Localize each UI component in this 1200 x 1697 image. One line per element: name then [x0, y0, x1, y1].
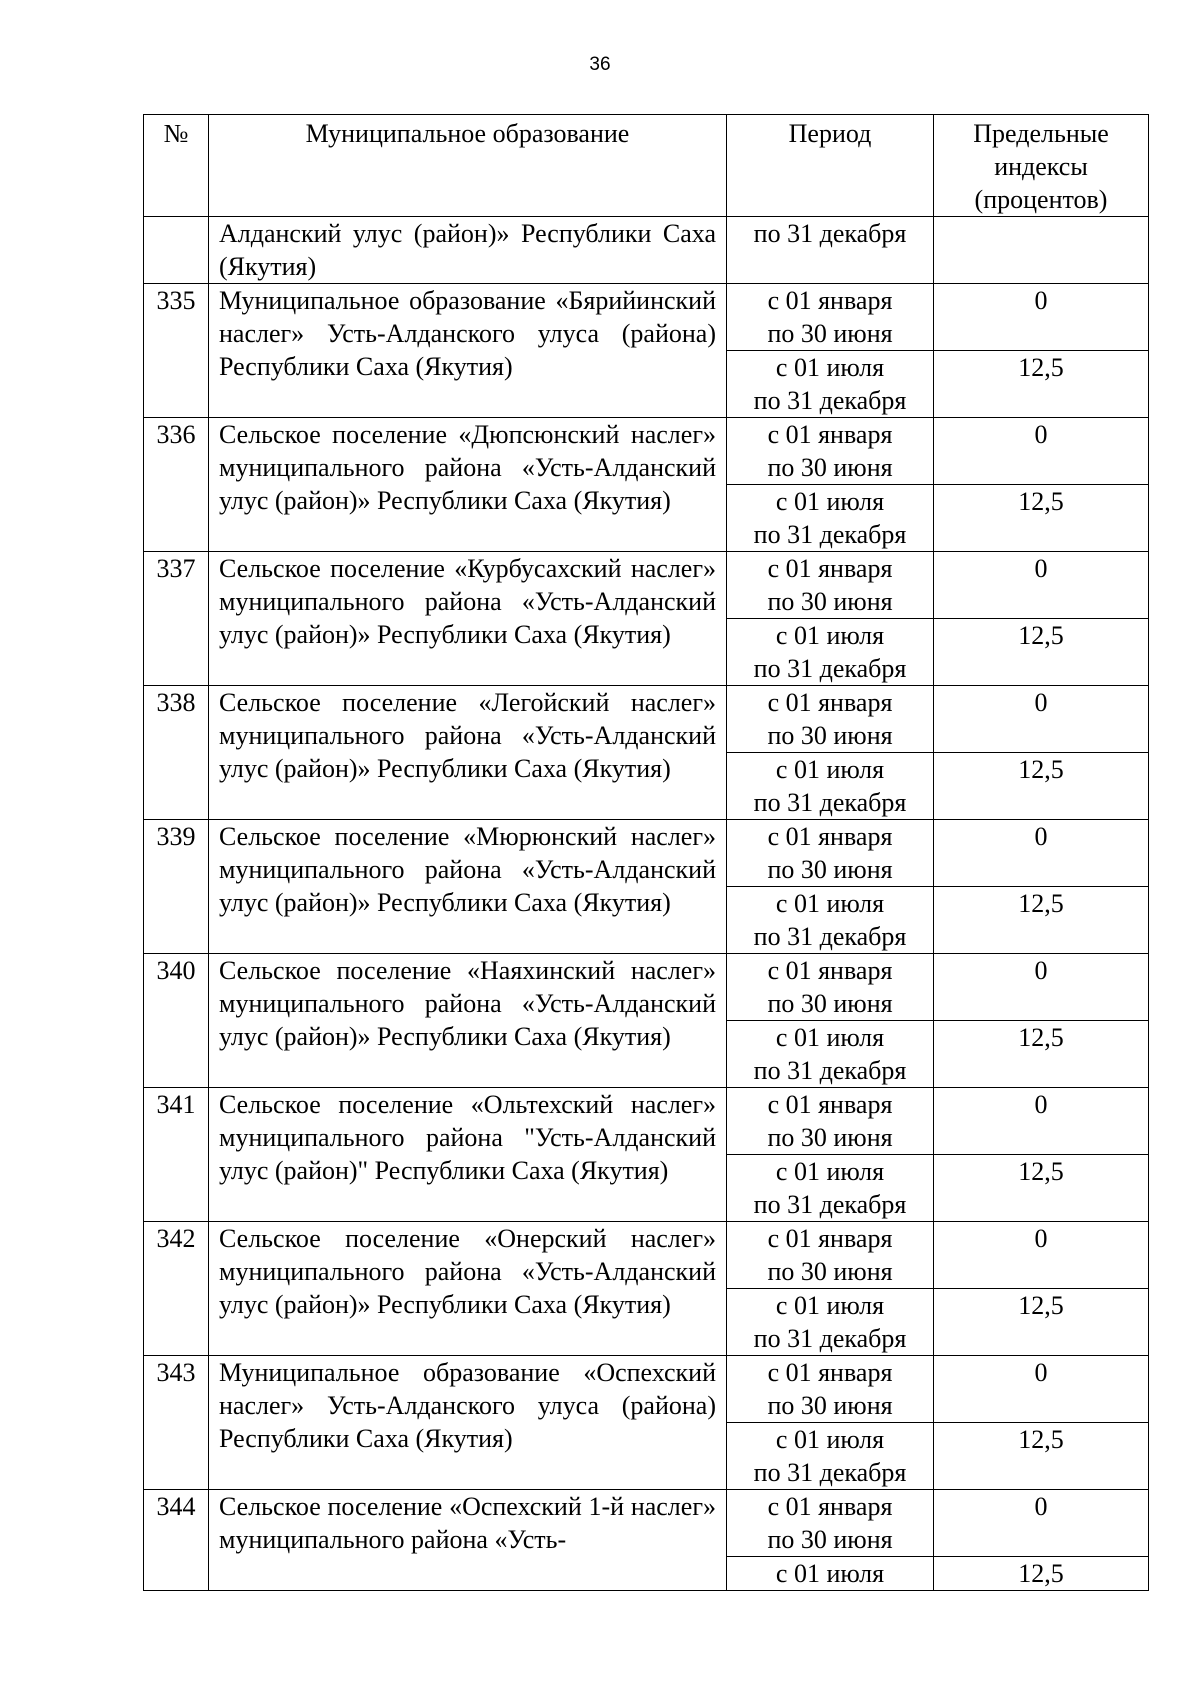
table-row	[144, 820, 1149, 887]
period-cell	[727, 1155, 934, 1222]
table-row	[144, 1490, 1149, 1557]
period-from: с 01 января	[767, 1090, 893, 1119]
indices-table	[143, 114, 1149, 1591]
index-value: 12,5	[934, 1423, 1149, 1490]
period-to: по 31 декабря	[753, 520, 907, 549]
municipality-name: Сельское поселение «Курбусахский наслег» муниципального района «Усть-Алданский улус (район)» Республики Саха (Якутия)	[209, 552, 727, 686]
period-from: с 01 июля	[775, 1559, 885, 1588]
period-from: с 01 июля	[775, 755, 885, 784]
period-from: с 01 июля	[775, 1157, 885, 1186]
period-to: по 30 июня	[767, 1123, 893, 1152]
row-number: 340	[144, 954, 209, 1088]
municipality-name: Сельское поселение «Наяхинский наслег» муниципального района «Усть-Алданский улус (район)» Республики Саха (Якутия)	[209, 954, 727, 1088]
row-number: 341	[144, 1088, 209, 1222]
period-from: с 01 июля	[775, 1023, 885, 1052]
period-to: по 31 декабря	[753, 654, 907, 683]
table-row	[144, 284, 1149, 351]
period-from: с 01 июля	[775, 1291, 885, 1320]
index-value: 0	[934, 686, 1149, 753]
municipality-name: Сельское поселение «Онерский наслег» муниципального района «Усть-Алданский улус (район)» Республики Саха (Якутия)	[209, 1222, 727, 1356]
period-cell	[727, 1423, 934, 1490]
period-to: по 31 декабря	[753, 1458, 907, 1487]
table-header-row	[144, 115, 1149, 217]
index-value: 0	[934, 954, 1149, 1021]
period-to: по 30 июня	[767, 453, 893, 482]
period-to: по 31 декабря	[753, 1190, 907, 1219]
continued-index	[934, 217, 1149, 284]
period-cell	[727, 686, 934, 753]
period-cell	[727, 1222, 934, 1289]
municipality-name: Сельское поселение «Ольтехский наслег» муниципального района "Усть-Алданский улус (район)" Республики Саха (Якутия)	[209, 1088, 727, 1222]
table-row	[144, 954, 1149, 1021]
index-value: 12,5	[934, 1155, 1149, 1222]
period-cell	[727, 351, 934, 418]
period-from: с 01 января	[767, 554, 893, 583]
period-cell	[727, 552, 934, 619]
index-value: 0	[934, 1088, 1149, 1155]
period-cell	[727, 954, 934, 1021]
index-value: 12,5	[934, 1021, 1149, 1088]
municipality-name: Муниципальное образование «Бярийинский наслег» Усть-Алданского улуса (района) Республики Саха (Якутия)	[209, 284, 727, 418]
index-value: 12,5	[934, 1289, 1149, 1356]
header-num: №	[144, 115, 209, 217]
row-number: 337	[144, 552, 209, 686]
period-from: с 01 января	[767, 1492, 893, 1521]
period-cell	[727, 1021, 934, 1088]
header-period: Период	[727, 115, 934, 217]
index-value: 0	[934, 552, 1149, 619]
row-number: 343	[144, 1356, 209, 1490]
period-from: с 01 января	[767, 1358, 893, 1387]
period-from: с 01 января	[767, 688, 893, 717]
period-cell	[727, 619, 934, 686]
table-row	[144, 418, 1149, 485]
index-value: 0	[934, 1356, 1149, 1423]
period-to: по 30 июня	[767, 1525, 893, 1554]
row-number: 339	[144, 820, 209, 954]
table-row	[144, 1088, 1149, 1155]
period-cell	[727, 820, 934, 887]
period-to: по 30 июня	[767, 721, 893, 750]
row-number: 344	[144, 1490, 209, 1591]
continued-row	[144, 217, 1149, 284]
index-value: 0	[934, 1490, 1149, 1557]
row-number: 336	[144, 418, 209, 552]
period-from: с 01 июля	[775, 487, 885, 516]
municipality-name: Сельское поселение «Легойский наслег» муниципального района «Усть-Алданский улус (район)» Республики Саха (Якутия)	[209, 686, 727, 820]
index-value: 12,5	[934, 753, 1149, 820]
index-value: 0	[934, 418, 1149, 485]
period-to: по 30 июня	[767, 989, 893, 1018]
table-row	[144, 1222, 1149, 1289]
index-value: 12,5	[934, 485, 1149, 552]
index-value: 12,5	[934, 351, 1149, 418]
period-to: по 30 июня	[767, 855, 893, 884]
period-to: по 31 декабря	[753, 788, 907, 817]
index-value: 0	[934, 284, 1149, 351]
period-from: с 01 июля	[775, 353, 885, 382]
continued-name: Алданский улус (район)» Республики Саха (Якутия)	[209, 217, 727, 284]
period-cell	[727, 887, 934, 954]
header-index: Предельные индексы (процентов)	[934, 115, 1149, 217]
header-name: Муниципальное образование	[209, 115, 727, 217]
table-row	[144, 552, 1149, 619]
period-from: с 01 января	[767, 822, 893, 851]
continued-num	[144, 217, 209, 284]
municipality-name: Сельское поселение «Оспехский 1-й наслег» муниципального района «Усть-	[209, 1490, 727, 1591]
continued-period: по 31 декабря	[727, 217, 934, 284]
period-cell	[727, 485, 934, 552]
period-from: с 01 июля	[775, 889, 885, 918]
period-to: по 30 июня	[767, 1257, 893, 1286]
period-cell	[727, 418, 934, 485]
municipality-name: Сельское поселение «Мюрюнский наслег» муниципального района «Усть-Алданский улус (район)» Республики Саха (Якутия)	[209, 820, 727, 954]
row-number: 342	[144, 1222, 209, 1356]
period-cell	[727, 1490, 934, 1557]
period-to: по 30 июня	[767, 1391, 893, 1420]
period-from: с 01 января	[767, 956, 893, 985]
period-from: с 01 июля	[775, 1425, 885, 1454]
municipality-name: Муниципальное образование «Оспехский наслег» Усть-Алданского улуса (района) Республики Саха (Якутия)	[209, 1356, 727, 1490]
index-value: 0	[934, 1222, 1149, 1289]
period-to: по 30 июня	[767, 587, 893, 616]
period-cell	[727, 1356, 934, 1423]
row-number: 338	[144, 686, 209, 820]
period-from: с 01 июля	[775, 621, 885, 650]
period-to: по 31 декабря	[753, 1056, 907, 1085]
period-cell	[727, 1289, 934, 1356]
index-value: 0	[934, 820, 1149, 887]
index-value: 12,5	[934, 1557, 1149, 1591]
table-row	[144, 1356, 1149, 1423]
period-from: с 01 января	[767, 1224, 893, 1253]
period-cell	[727, 284, 934, 351]
period-to: по 31 декабря	[753, 386, 907, 415]
period-cell	[727, 1557, 934, 1591]
index-value: 12,5	[934, 887, 1149, 954]
table-row	[144, 686, 1149, 753]
row-number: 335	[144, 284, 209, 418]
period-cell	[727, 1088, 934, 1155]
period-to: по 31 декабря	[753, 922, 907, 951]
period-from: с 01 января	[767, 420, 893, 449]
period-to: по 31 декабря	[753, 1324, 907, 1353]
period-to: по 30 июня	[767, 319, 893, 348]
period-cell	[727, 753, 934, 820]
municipality-name: Сельское поселение «Дюпсюнский наслег» муниципального района «Усть-Алданский улус (район)» Республики Саха (Якутия)	[209, 418, 727, 552]
index-value: 12,5	[934, 619, 1149, 686]
page-number: 36	[589, 54, 611, 75]
period-from: с 01 января	[767, 286, 893, 315]
